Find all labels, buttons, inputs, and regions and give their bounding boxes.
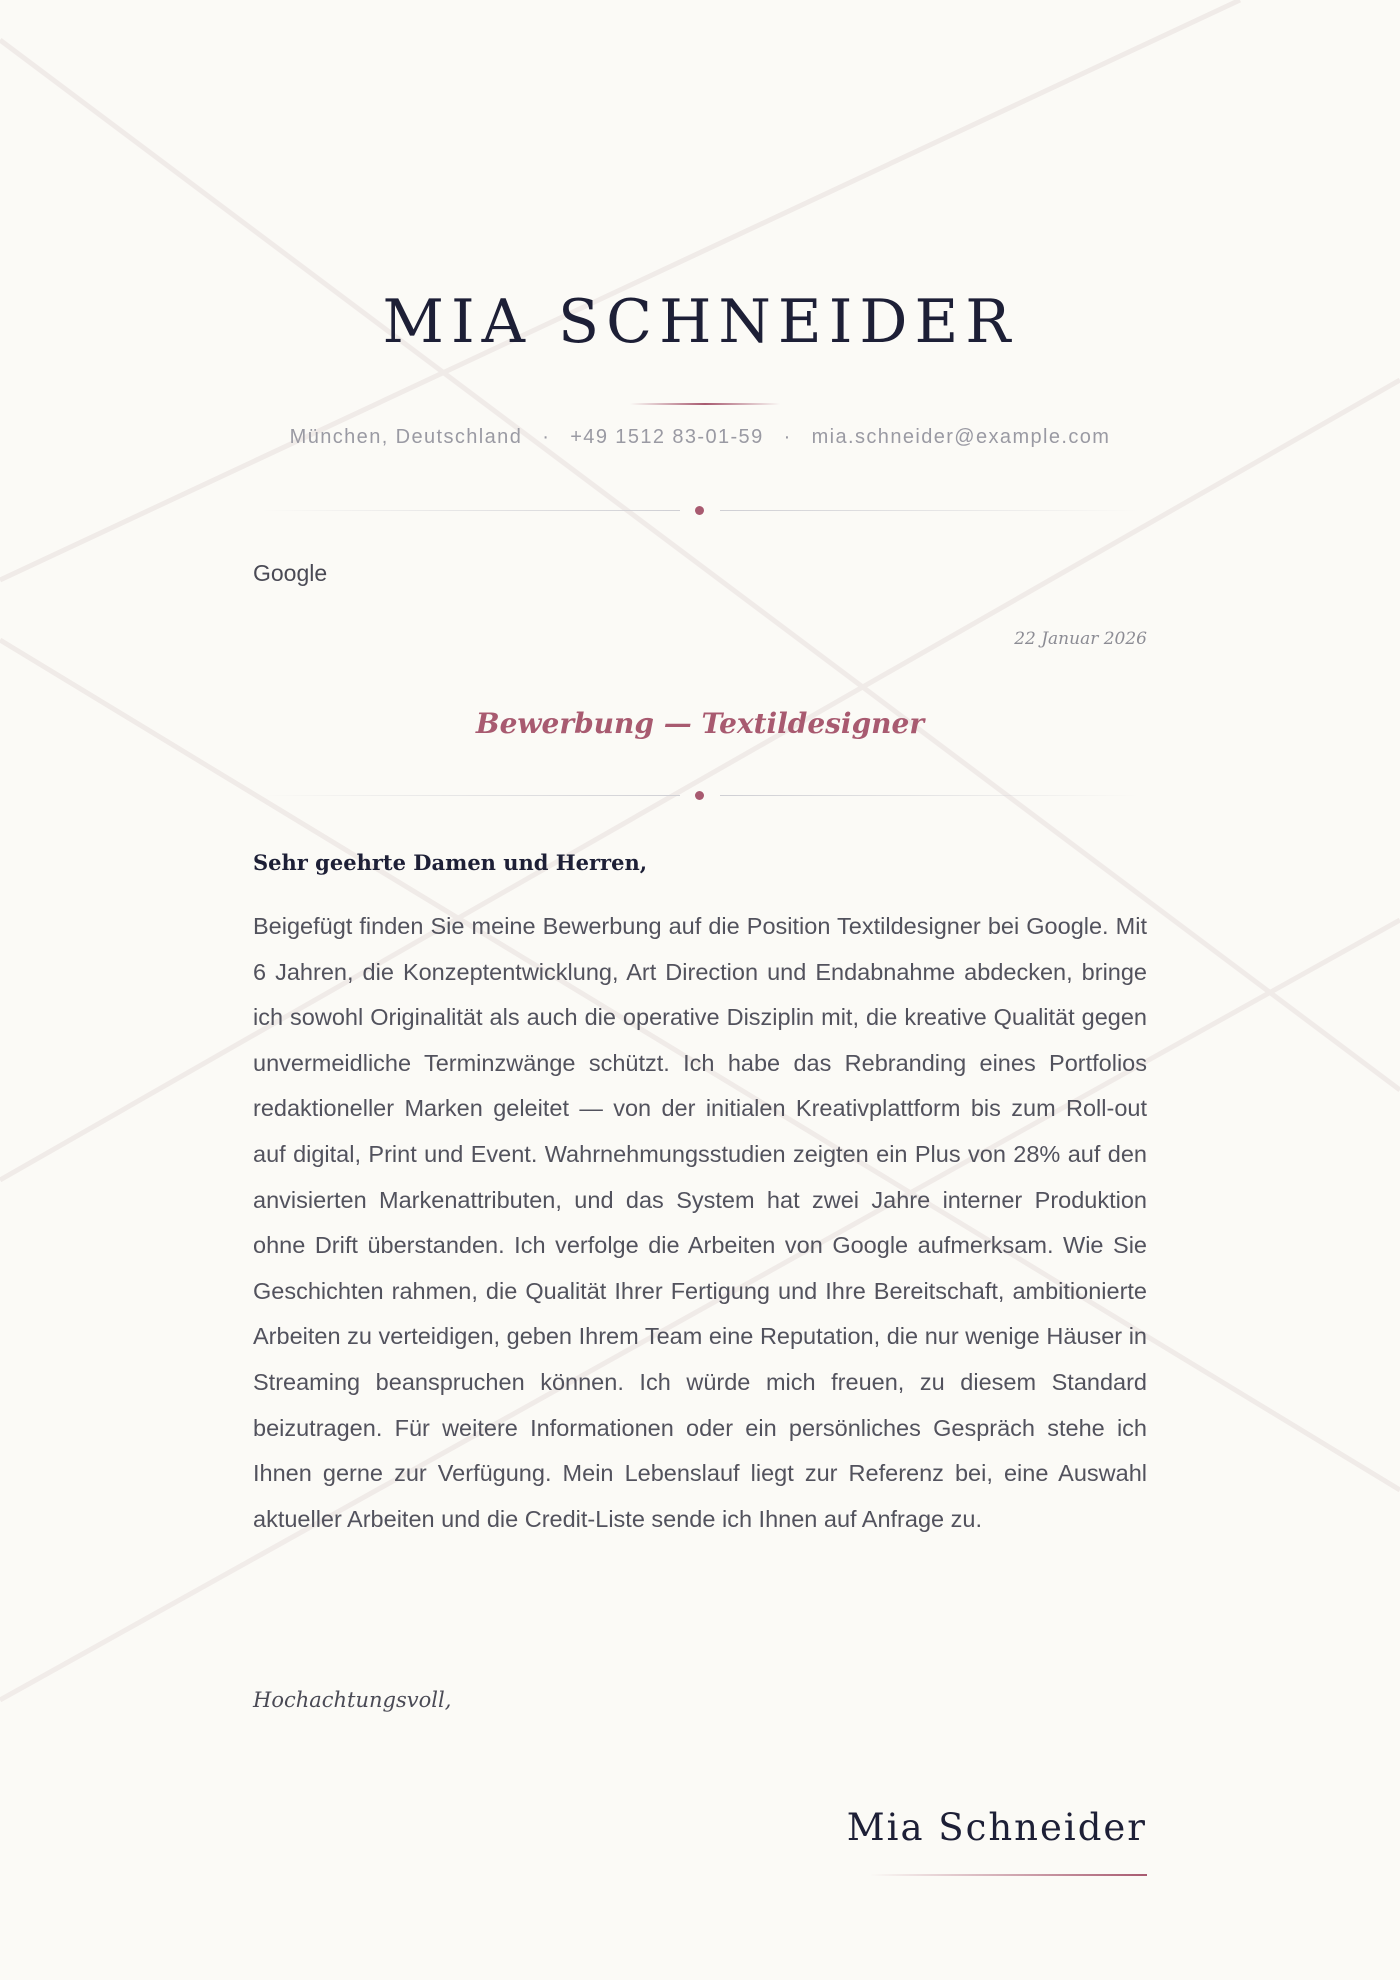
applicant-name: MIA SCHNEIDER [382, 287, 1018, 357]
letter-date: 22 Januar 2026 [1014, 629, 1147, 649]
signature: Mia Schneider [846, 1806, 1147, 1849]
closing: Hochachtungsvoll, [253, 1688, 452, 1712]
name-underline [630, 403, 780, 405]
subject-divider [260, 789, 1140, 803]
salutation: Sehr geehrte Damen und Herren, [253, 850, 648, 875]
contact-separator: · [783, 426, 792, 448]
divider-dot [695, 506, 704, 515]
letter-body: Beigefügt finden Sie meine Bewerbung auf die Position Textildesigner bei Google. Mit 6 Jahren, die Konzeptentwicklung, Art Direction und Endabnahme abdecken, bringe ich sowohl Originalität als auch die operative Disziplin mit, die kreative Qualität gegen unvermeidliche Terminzwänge schützt. Ich habe das Rebranding eines Portfolios redaktioneller Marken geleitet — von der initialen Kreativplattform bis zum Roll-out auf digital, Print und Event. Wahrnehmungsstudien zeigten ein Plus von 28% auf den anvisierten Markenattributen, und das System hat zwei Jahre interner Produktion ohne Drift überstanden. Ich verfolge die Arbeiten von Google aufmerksam. Wie Sie Geschichten rahmen, die Qualität Ihrer Fertigung und Ihre Bereitschaft, ambitionierte Arbeiten zu verteidigen, geben Ihrem Team eine Reputation, die nur wenige Häuser in Streaming beanspruchen können. Ich würde mich freuen, zu diesem Standard beizutragen. Für weitere Informationen oder ein persönliches Gespräch stehe ich Ihnen gerne zur Verfügung. Mein Lebenslauf liegt zur Referenz bei, eine Auswahl aktueller Arbeiten und die Credit-Liste sende ich Ihnen auf Anfrage zu. [253, 913, 1147, 1532]
signature-underline [870, 1874, 1147, 1876]
recipient-company: Google [253, 560, 328, 586]
letter-subject: Bewerbung — Textildesigner [475, 707, 925, 740]
header-divider [260, 504, 1140, 518]
contact-line [0, 426, 1400, 449]
contact-phone: +49 1512 83-01-59 [570, 426, 764, 448]
contact-location: München, Deutschland [289, 426, 523, 448]
contact-email: mia.schneider@example.com [811, 426, 1111, 448]
contact-separator: · [542, 426, 551, 448]
divider-dot [695, 791, 704, 800]
